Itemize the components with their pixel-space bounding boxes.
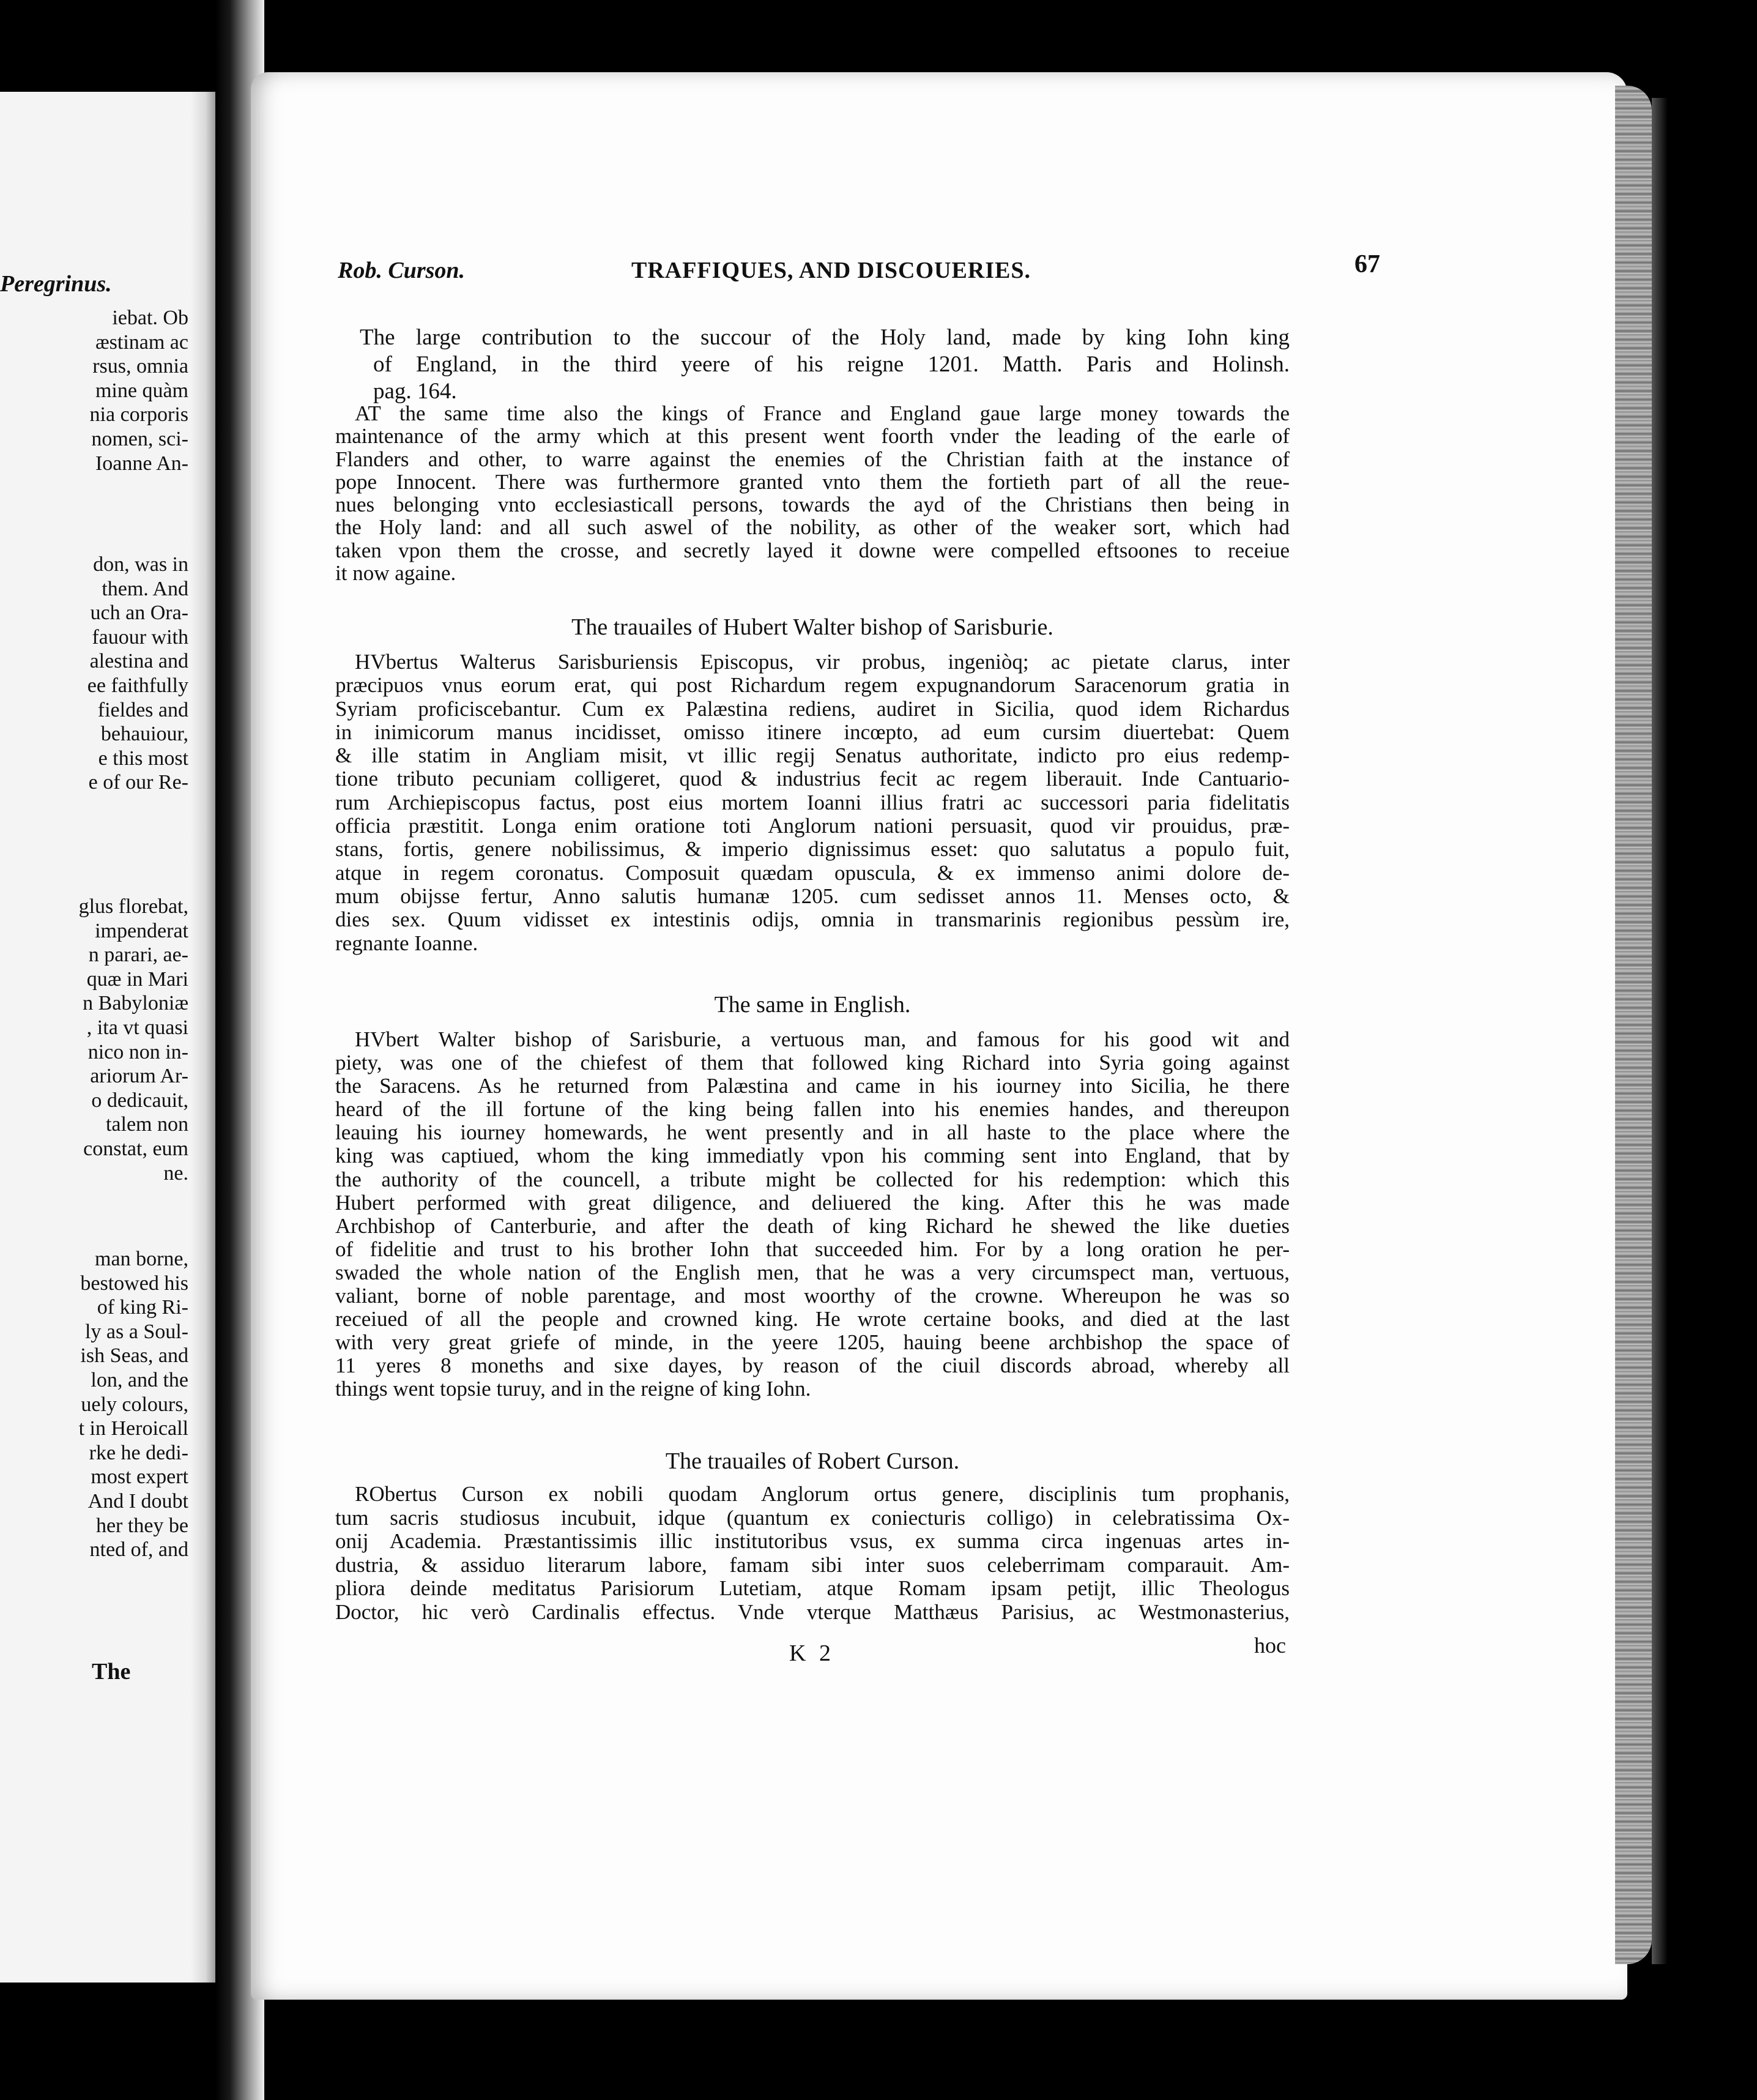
text-line: bestowed his [80, 1272, 188, 1295]
text-line: constat, eum [83, 1137, 188, 1160]
text-line: nted of, and [89, 1538, 188, 1562]
left-page-gutter-shadow [191, 92, 215, 1983]
text-line: pliora deinde meditatus Parisiorum Lutetiam, atque Romam ipsam petijt, illic Theologus [335, 1576, 1290, 1600]
text-line: officia præstitit. Longa enim oratione toti Anglorum nationi persuasit, quod vir prouidus, præ- [335, 814, 1290, 838]
text-line: Ioanne An- [95, 452, 188, 475]
text-line: glus florebat, [78, 895, 188, 918]
text-line: talem non [105, 1113, 188, 1136]
left-text-block-3 [79, 895, 188, 1185]
text-line: leauing his iourney homewards, he went presently and in all haste to the place where the [335, 1120, 1290, 1145]
text-line: swaded the whole nation of the English men, that he was a very circumspect man, vertuous, [335, 1260, 1290, 1284]
text-line: , ita vt quasi [86, 1016, 188, 1039]
text-line: & ille statim in Angliam misit, vt illic regij Senatus authoritate, indicto pro eius redemp- [335, 743, 1290, 768]
left-text-block-1 [90, 306, 188, 475]
text-line: alestina and [89, 650, 188, 673]
text-line: taken vpon them the crosse, and secretly layed it downe were compelled eftsoones to receiue [335, 538, 1290, 562]
text-line: HVbert Walter bishop of Sarisburie, a vertuous man, and famous for his good wit and [355, 1027, 1290, 1051]
text-line: AT the same time also the kings of France and England gaue large money towards the [355, 401, 1290, 425]
text-line: uely colours, [81, 1393, 188, 1416]
text-line: it now againe. [335, 561, 456, 586]
page-edge [1615, 86, 1652, 1964]
text-line: pope Innocent. There was furthermore granted vnto them the fortieth part of all the reue- [335, 469, 1290, 494]
text-line: Archbishop of Canterburie, and after the death of king Richard he shewed the like dueties [335, 1213, 1290, 1238]
text-line: stans, fortis, genere nobilissimus, & imperio dignissimus esset: quo salutatus a populo fuit, [335, 837, 1290, 862]
text-line: n Babyloniæ [83, 992, 188, 1015]
text-line: e this most [98, 747, 188, 770]
text-line: quæ in Mari [86, 967, 188, 991]
text-line: most expert [91, 1465, 188, 1489]
text-line: the Saracens. As he returned from Palæstina and came in his iourney into Sicilia, he there [335, 1074, 1290, 1098]
text-line: of England, in the third yeere of his reigne 1201. Matth. Paris and Holinsh. [373, 352, 1290, 377]
text-line: nues belonging vnto ecclesiasticall persons, towards the ayd of the Christians then being in [335, 493, 1290, 517]
text-line: e of our Re- [88, 771, 188, 794]
text-line: impenderat [95, 919, 188, 942]
text-line: tum sacris studiosus incubuit, idque (quantum ex coniecturis colligo) in celebratissima Ox- [335, 1505, 1290, 1530]
text-line: them. And [102, 577, 188, 600]
text-line: onij Academia. Præstantissimis illic institutoribus vsus, ex summa circa ingenuas artes in- [335, 1529, 1290, 1553]
text-line: fieldes and [97, 698, 188, 721]
heading-hubert-walter: The trauailes of Hubert Walter bishop of Sarisburie. [571, 614, 1053, 640]
text-line: uch an Ora- [90, 601, 188, 625]
text-line: the authority of the councell, a tribute might be collected for his redemption: which this [335, 1167, 1290, 1191]
left-text-block-4 [79, 1247, 188, 1562]
text-line: rsus, omnia [92, 355, 188, 378]
text-line: of king Ri- [97, 1296, 188, 1319]
left-running-head: Peregrinus. [0, 271, 112, 297]
catchword: hoc [1254, 1633, 1286, 1658]
text-line: ariorum Ar- [90, 1065, 188, 1088]
text-line: things went topsie turuy, and in the reigne of king Iohn. [335, 1377, 811, 1401]
text-line: dustria, & assiduo literarum labore, famam sibi inter suos celeberrimam comparauit. Am- [335, 1552, 1290, 1577]
text-line: receiued of all the people and crowned king. He wrote certaine books, and died at the last [335, 1307, 1290, 1331]
text-line: with very great griefe of minde, in the yeere 1205, hauing beene archbishop the space of [335, 1330, 1290, 1355]
text-line: HVbertus Walterus Sarisburiensis Episcopus, vir probus, ingeniòq; ac pietate clarus, inter [355, 650, 1290, 674]
text-line: o dedicauit, [91, 1089, 188, 1112]
text-line: mum obijsse fertur, Anno salutis humanæ 1205. cum sedisset annos 11. Menses octo, & [335, 884, 1290, 908]
text-line: ly as a Soul- [84, 1320, 188, 1343]
signature-mark: K 2 [789, 1640, 834, 1666]
page-number: 67 [1354, 250, 1380, 278]
text-line: mine quàm [95, 379, 188, 402]
left-catchword: The [92, 1659, 131, 1685]
text-line: ee faithfully [87, 674, 188, 697]
text-line: rke he dedi- [89, 1441, 188, 1464]
paragraph-hubert-english [335, 1028, 1290, 1401]
text-line: Syriam proficiscebantur. Cum ex Palæstina rediens, audiret in Sicilia, quod idem Richardus [335, 696, 1290, 721]
text-line: man borne, [95, 1248, 188, 1270]
text-line: the Holy land: and all such aswel of the nobility, as other of the weaker sort, which had [335, 515, 1290, 540]
text-line: ish Seas, and [80, 1344, 188, 1368]
text-line: The large contribution to the succour of the Holy land, made by king Iohn king [360, 325, 1290, 350]
text-line: tione tributo pecuniam colligeret, quod & industrius fecit ac regem liberauit. Inde Cantuario- [335, 767, 1290, 791]
text-line: nia corporis [89, 403, 188, 426]
text-line: fauour with [92, 625, 188, 649]
paragraph-curson-latin [335, 1483, 1290, 1624]
text-line: regnante Ioanne. [335, 931, 478, 955]
heading-same-in-english: The same in English. [714, 992, 911, 1018]
text-line: heard of the ill fortune of the king being fallen into his enemies handes, and thereupon [335, 1097, 1290, 1122]
text-line: lon, and the [91, 1368, 188, 1391]
text-line: nico non in- [87, 1040, 188, 1063]
text-line: of fidelitie and trust to his brother Iohn that succeeded him. For by a long oration he per- [335, 1237, 1290, 1261]
paragraph-hubert-latin [335, 650, 1290, 955]
text-line: RObertus Curson ex nobili quodam Anglorum ortus genere, disciplinis tum prophanis, [355, 1482, 1290, 1506]
previous-page-fragment [0, 92, 215, 1983]
text-line: 11 yeres 8 moneths and sixe dayes, by reason of the ciuil discords abroad, whereby all [335, 1353, 1290, 1378]
text-line: t in Heroicall [78, 1417, 188, 1440]
left-text-block-2 [87, 553, 188, 795]
text-line: Doctor, hic verò Cardinalis effectus. Vnde vterque Matthæus Parisius, ac Westmonasterius, [335, 1599, 1290, 1624]
text-line: præcipuos vnus eorum erat, qui post Richardum regem expugnandorum Saracenorum gratia in [335, 673, 1290, 698]
chapter-summary [335, 324, 1290, 405]
running-head-title: TRAFFIQUES, AND DISCOUERIES. [631, 258, 1031, 283]
text-line: maintenance of the army which at this present went foorth vnder the leading of the earle of [335, 424, 1290, 449]
text-line: don, was in [93, 553, 188, 576]
text-line: n parari, ae- [88, 944, 188, 967]
text-line: king was captiued, whom the king immediatly vpon his comming sent into England, that by [335, 1144, 1290, 1168]
text-line: valiant, borne of noble parentage, and most woorthy of the crowne. Whereupon he was so [335, 1284, 1290, 1308]
text-line: pag. 164. [373, 379, 457, 404]
text-line: in inimicorum manus incidisset, omisso itinere incœpto, ad eum cursim diuertebat: Quem [335, 720, 1290, 744]
text-line: behauiour, [100, 723, 188, 746]
heading-robert-curson: The trauailes of Robert Curson. [665, 1448, 960, 1474]
text-line: her they be [95, 1514, 188, 1537]
text-line: rum Archiepiscopus factus, post eius mortem Ioanni illius fratri ac successori paria fidelitatis [335, 790, 1290, 814]
text-line: piety, was one of the chiefest of them that followed king Richard into Syria going against [335, 1051, 1290, 1075]
paragraph-contribution [335, 402, 1290, 584]
page-edge-shadow [1652, 98, 1668, 1964]
text-line: iebat. Ob [112, 307, 188, 329]
text-line: nomen, sci- [91, 427, 188, 450]
text-line: æstinam ac [95, 330, 188, 354]
text-line: atque in regem coronatus. Composuit quædam opuscula, & ex immenso animi dolore de- [335, 860, 1290, 885]
text-line: Hubert performed with great diligence, and deliuered the king. After this he was made [335, 1190, 1290, 1215]
text-line: Flanders and other, to warre against the enemies of the Christian faith at the instance of [335, 447, 1290, 471]
text-line: ne. [163, 1161, 188, 1185]
running-head-side-note: Rob. Curson. [338, 258, 466, 283]
text-line: And I doubt [87, 1489, 188, 1513]
text-line: dies sex. Quum vidisset ex intestinis odijs, omnia in transmarinis regionibus pessùm ire, [335, 907, 1290, 932]
